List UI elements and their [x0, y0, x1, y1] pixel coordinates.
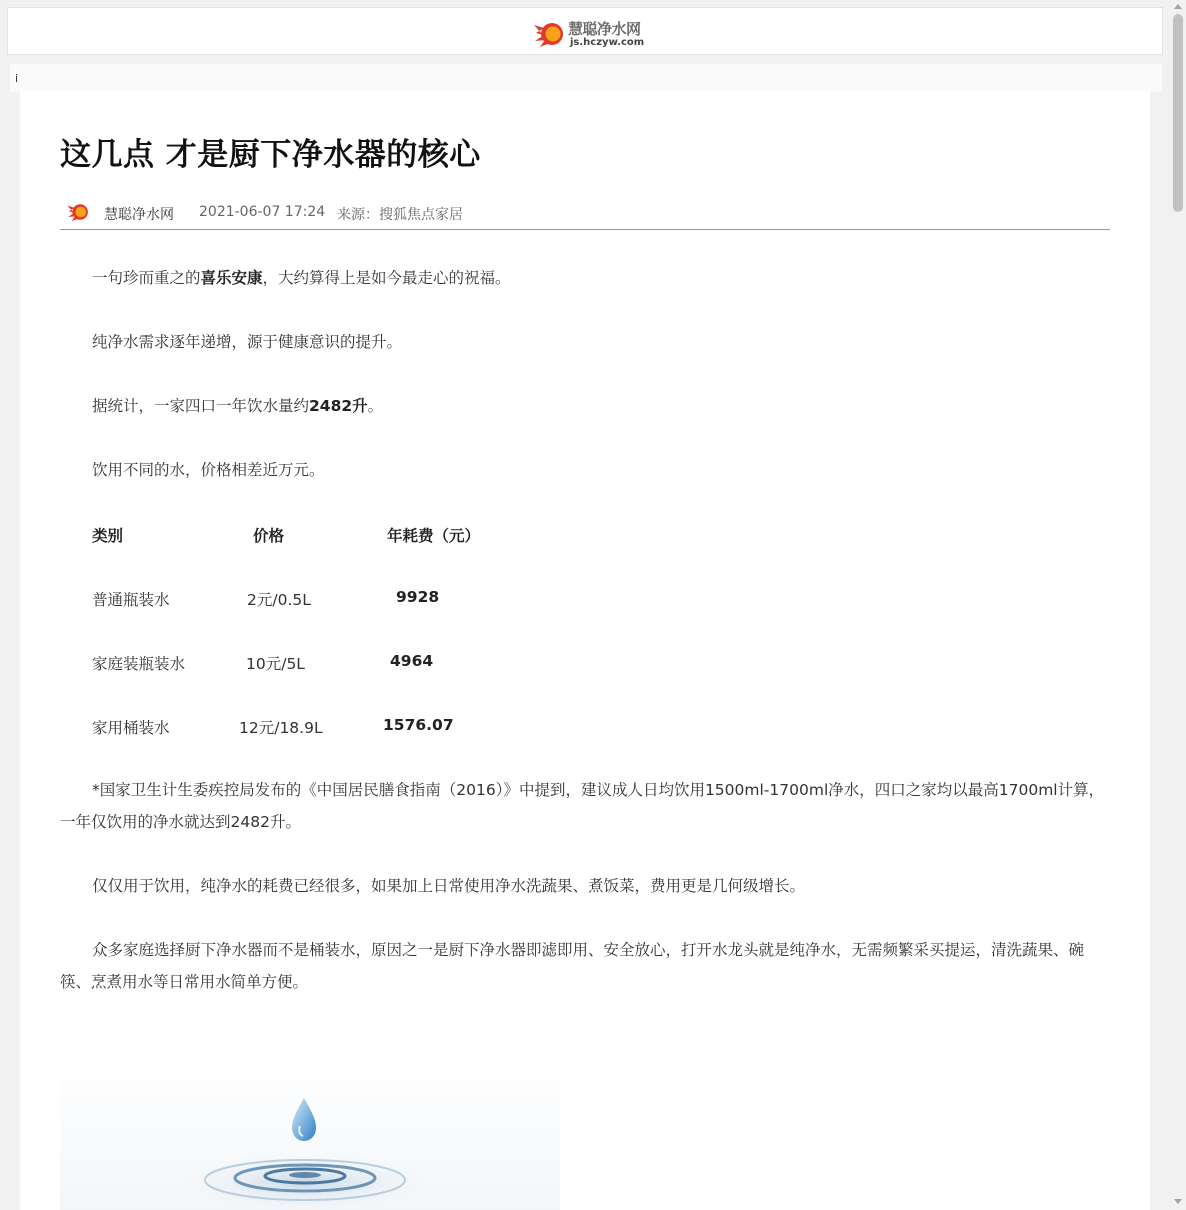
table-cell-annual: 1576.07 [383, 716, 454, 734]
site-logo[interactable] [532, 17, 652, 51]
article-date: 2021-06-07 17:24 [199, 204, 326, 220]
paragraph-price-gap: 饮用不同的水，价格相差近万元。 [92, 461, 325, 479]
scroll-thumb[interactable] [1173, 14, 1183, 212]
paragraph-statistics [60, 390, 1110, 422]
article-image [60, 1054, 560, 1210]
author-logo-icon [66, 201, 90, 223]
paragraph-blessing [60, 262, 1110, 294]
p3-bold: 2482升 [309, 397, 368, 415]
paragraph-why-undersink: 众多家庭选择厨下净水器而不是桶装水，原因之一是厨下净水器即滤即用、安全放心，打开水龙头就是纯净水，无需频繁采买提运，清洗蔬果、碗筷、烹煮用水等日常用水简单方便。 [60, 941, 1085, 991]
table-cell-annual: 9928 [396, 588, 440, 606]
article-container [20, 91, 1150, 1210]
table-cell-category: 家用桶装水 [92, 719, 170, 737]
table-header-price: 价格 [253, 527, 285, 545]
site-header [7, 7, 1163, 55]
table-cell-price: 2元/0.5L [247, 591, 311, 609]
table-cell-category: 家庭装瓶装水 [92, 655, 186, 673]
p3-text-before: 据统计，一家四口一年饮水量约 [92, 397, 310, 415]
article-meta [60, 201, 1110, 230]
scroll-down-arrow-icon[interactable] [1174, 1199, 1182, 1204]
table-cell-annual: 4964 [390, 652, 434, 670]
water-drop-ripple-image [60, 1054, 560, 1210]
strip-glyph: i [15, 72, 19, 85]
hc-flame-logo-icon [532, 19, 566, 49]
p1-text-before: 一句珍而重之的 [92, 269, 201, 287]
article-title: 这几点 才是厨下净水器的核心 [60, 137, 481, 173]
article-source: 来源：搜狐焦点家居 [337, 207, 463, 223]
site-domain: js.hczyw.com [570, 37, 645, 48]
table-cell-category: 普通瓶装水 [92, 591, 170, 609]
table-cell-price: 10元/5L [246, 655, 305, 673]
table-header-annual: 年耗费（元） [387, 527, 481, 545]
notice-strip [10, 64, 1162, 92]
table-header-category: 类别 [92, 527, 124, 545]
paragraph-cost-growth: 仅仅用于饮用，纯净水的耗费已经很多，如果加上日常使用净水洗蔬果、煮饭菜，费用更是几何级增长。 [92, 877, 806, 895]
p1-bold: 喜乐安康 [200, 269, 263, 287]
p3-text-after: 。 [367, 397, 384, 415]
article-author[interactable]: 慧聪净水网 [104, 207, 174, 223]
page-scrollbar[interactable] [1170, 0, 1186, 1210]
scroll-up-arrow-icon[interactable] [1174, 4, 1182, 9]
site-name: 慧聪净水网 [568, 20, 641, 38]
table-cell-price: 12元/18.9L [239, 719, 323, 737]
p1-text-after: ，大约算得上是如今最走心的祝福。 [262, 269, 511, 287]
paragraph-guideline: *国家卫生计生委疾控局发布的《中国居民膳食指南（2016）》中提到，建议成人日均饮用1500ml-1700ml净水，四口之家均以最高1700ml计算，一年仅饮用的净水就达到2482升。 [60, 781, 1105, 831]
paragraph-demand: 纯净水需求逐年递增，源于健康意识的提升。 [92, 333, 403, 351]
